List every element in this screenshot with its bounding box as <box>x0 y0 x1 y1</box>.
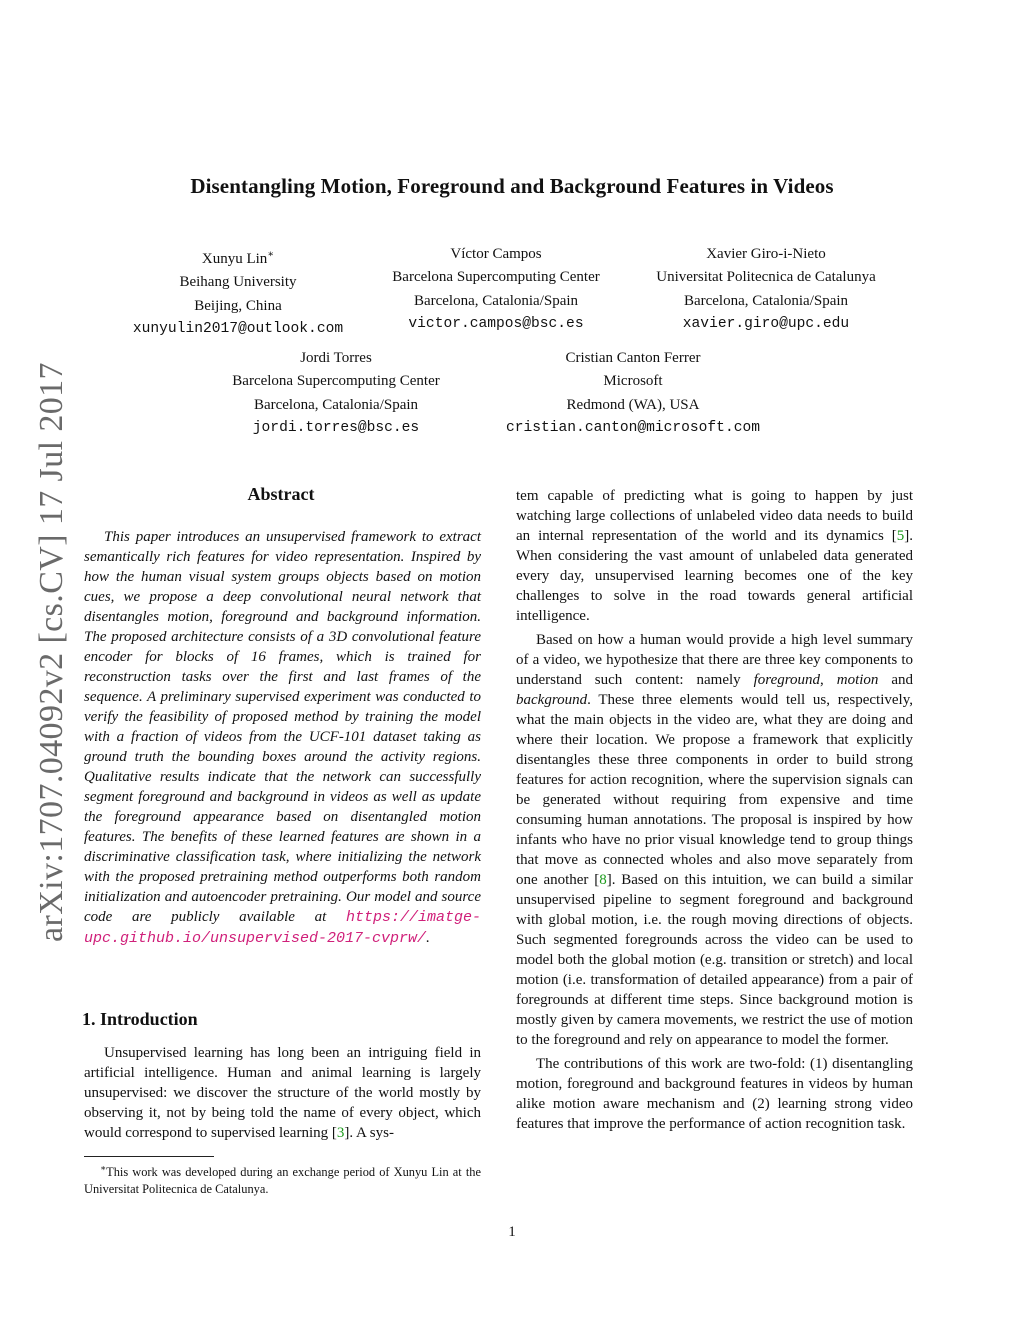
author-block-giro <box>626 243 906 337</box>
term-motion: motion <box>836 672 879 688</box>
introduction-paragraph-3: The contributions of this work are two-fold: (1) disentangling motion, foreground and background features in videos by human alike motion aware mechanism and (2) learning strong video features that improve the performance of action recognition task. <box>516 1056 913 1132</box>
author-name: Xunyu Lin <box>201 251 268 267</box>
author-name: Jordi Torres <box>300 350 372 366</box>
introduction-paragraph-1 <box>84 1043 481 1143</box>
intro-p2-text-end: ]. Based on this intuition, we can build a similar unsupervised pipeline to segment foreground and background with global motion, i.e. the rough moving directions of objects. Such segmented foregrounds across the video can be used to model both the global motion (e.g. transition or stretch) and local motion (i.e. transformation of detailed appearance) from a pair of foregrounds at different time steps. Since background motion is mostly given by camera movements, we restrict the use of motion to the foreground and rely on appearance to model the former. <box>516 872 914 1048</box>
author-block-torres <box>216 347 456 441</box>
author-email: xunyulin2017@outlook.com <box>132 321 344 338</box>
author-location: Redmond (WA), USA <box>566 396 700 413</box>
intro-p1-continued: tem capable of predicting what is going to happen by just watching large collections of unlabeled video data needs to build an internal representation of the world and its dynamics [ <box>516 488 913 544</box>
paper-title: Disentangling Motion, Foreground and Background Features in Videos <box>190 174 834 198</box>
abstract-text: This paper introduces an unsupervised framework to extract semantically rich features for video representation. Inspired by how the human visual system groups objects based on motion cues, we propose a deep convolutional neural network that disentangles motion, foreground and background information. The proposed architecture consists of a 3D convolutional feature encoder for blocks of 16 frames, which is trained for reconstruction tasks over the first and last frames of the sequence. A preliminary supervised experiment was conducted to verify the feasibility of proposed method by training the model with a fraction of videos from the UCF-101 dataset taking as ground truth the bounding boxes around the activity regions. Qualitative results indicate that the network can successfully segment foreground and background in videos as well as update the foreground appearance based on disentangled motion features. The benefits of these learned features are shown in a discriminative classification task, where initializing the network with the proposed pretraining method outperforms both random initialization and autoencoder pretraining. Our model and source code are publicly available at <box>84 529 481 925</box>
author-location: Barcelona, Catalonia/Spain <box>253 396 419 413</box>
citation-link[interactable]: 8 <box>599 872 607 888</box>
intro-p1-continued-end: ]. When considering the vast amount of unlabeled data generated every day, unsupervised learning becomes one of the key challenges to solve in the road towards general artificial intelligence. <box>516 528 913 624</box>
author-affiliation: Universitat Politecnica de Catalunya <box>656 269 876 286</box>
author-location: Beijing, China <box>194 297 282 314</box>
author-affiliation: Barcelona Supercomputing Center <box>392 269 600 286</box>
intro-p2-text: Based on how a human would provide a high level summary of a video, we hypothesize that there are three key components to understand such content: namely <box>516 632 913 688</box>
footnote-text: This work was developed during an exchange period of Xunyu Lin at the Universitat Politecnica de Catalunya. <box>84 1165 481 1197</box>
abstract-body <box>84 527 481 949</box>
abstract-end: . <box>426 930 430 946</box>
author-affiliation: Beihang University <box>179 274 297 291</box>
introduction-heading: 1. Introduction <box>82 1009 198 1029</box>
author-block-canton <box>488 347 778 441</box>
author-name: Víctor Campos <box>450 246 542 262</box>
author-location: Barcelona, Catalonia/Spain <box>413 292 579 309</box>
author-affiliation: Barcelona Supercomputing Center <box>232 373 440 390</box>
footnote-mark: ∗ <box>100 1163 107 1173</box>
author-email: cristian.canton@microsoft.com <box>506 420 760 437</box>
author-email: jordi.torres@bsc.es <box>252 420 420 437</box>
intro-p2-comma: , <box>820 672 824 688</box>
author-email: xavier.giro@upc.edu <box>682 316 850 333</box>
author-email: victor.campos@bsc.es <box>408 316 584 333</box>
term-foreground: foreground <box>753 672 821 688</box>
arxiv-identifier-stamp: arXiv:1707.04092v2 [cs.CV] 17 Jul 2017 <box>33 362 70 942</box>
term-background: background <box>516 692 588 708</box>
intro-p2-and: and <box>891 672 914 688</box>
right-column <box>516 486 913 1134</box>
abstract-heading: Abstract <box>247 484 315 504</box>
introduction-paragraph-2 <box>516 630 913 1050</box>
citation-link[interactable]: 3 <box>336 1125 345 1141</box>
footnote-mark: ∗ <box>267 249 275 260</box>
author-location: Barcelona, Catalonia/Spain <box>683 292 849 309</box>
intro-p2-text-cont: . These three elements would tell us, respectively, what the main objects in the video are, what they are doing and where their location. We propose a framework that explicitly disentangles these three components in order to build strong features for action recognition, where the supervision signals can be generated without requiring from expensive and time consuming human annotations. The proposal is inspired by how infants who have no prior visual knowledge tend to group things that move as connected wholes and also move separately from one another [ <box>516 692 913 888</box>
author-name: Xavier Giro-i-Nieto <box>706 246 826 262</box>
author-block-campos <box>376 243 616 337</box>
author-name: Cristian Canton Ferrer <box>565 350 701 366</box>
citation-link[interactable]: 5 <box>896 528 905 544</box>
page-number: 1 <box>508 1224 516 1240</box>
intro-p1-text: Unsupervised learning has long been an intriguing field in artificial intelligence. Human and animal learning is largely unsupervised: we discover the structure of the world mostly by observing it, not by being told the name of every object, which would correspond to supervised learning [ <box>84 1045 481 1141</box>
intro-p1-end: ]. A sys- <box>344 1125 394 1141</box>
author-block-lin <box>118 243 358 342</box>
footnote-divider <box>84 1156 214 1157</box>
footnote <box>84 1160 481 1198</box>
source-code-link[interactable]: https://imatge-upc.github.io/unsupervised-2017-cvprw/ <box>84 909 482 947</box>
author-affiliation: Microsoft <box>603 373 663 390</box>
